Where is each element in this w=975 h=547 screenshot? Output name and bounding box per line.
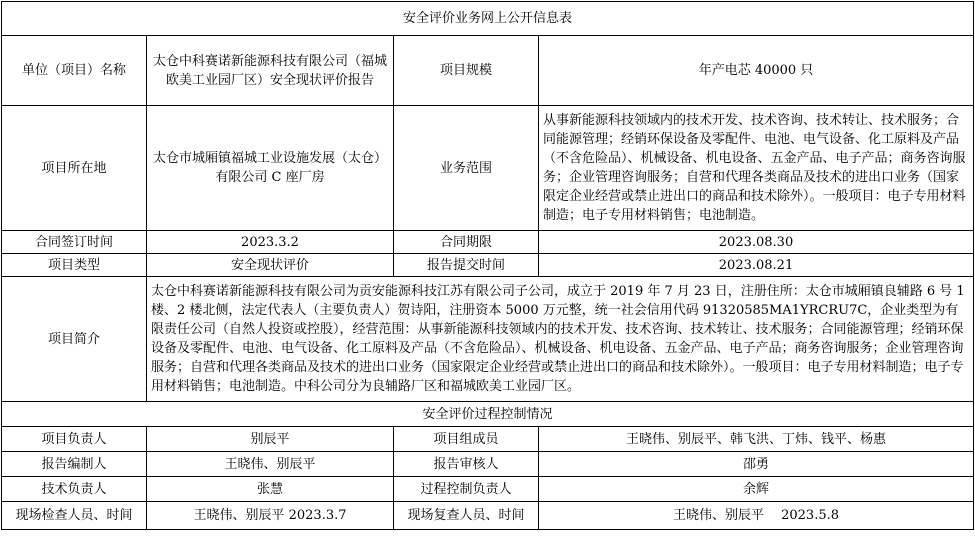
unit-value: 太仓中科赛诺新能源科技有限公司（福城欧美工业园厂区）安全现状评价报告 xyxy=(147,36,394,106)
info-table xyxy=(1,1,974,530)
reviewer-label: 报告审核人 xyxy=(394,452,539,477)
info-sheet xyxy=(1,1,973,530)
section-title: 安全评价过程控制情况 xyxy=(2,402,974,427)
members-label: 项目组成员 xyxy=(394,427,539,452)
tech-label: 技术负责人 xyxy=(2,477,147,502)
type-label: 项目类型 xyxy=(2,254,147,277)
author-value: 王晓伟、别辰平 xyxy=(147,452,394,477)
intro-value: 太仓中科赛诺新能源科技有限公司为贡安能源科技江苏有限公司子公司，成立于 2019 年 7 月 23 日，注册住所：太仓市城厢镇良辅路 6 号 1 楼、2 楼北侧，法定代表人（主要负责人）贺诗阳，注册资本 5000 万元整，统一社会信用代码 91320585MA1YRCRU7C，企业类型为有限责任公司（自然人投资或控股），经营范围：从事新能源科技领域内的技术开发、技术咨询、技术转让、技术服务；合同能源管理；经销环保设备及零配件、电池、电气设备、化工原料及产品（不含危险品）、机械设备、机电设备、五金产品、电子产品；商务咨询服务；企业管理咨询服务；自营和代理各类商品及技术的进出口业务（国家限定企业经营或禁止进出口的商品和技术除外）。一般项目：电子专用材料制造；电子专用材料销售；电池制造。中科公司分为良辅路厂区和福城欧美工业园厂区。 xyxy=(147,277,974,402)
members-value: 王晓伟、别辰平、韩飞洪、丁炜、钱平、杨惠 xyxy=(539,427,974,452)
submit-value: 2023.08.21 xyxy=(539,254,974,277)
business-label: 业务范围 xyxy=(394,106,539,231)
reviewer-value: 邵勇 xyxy=(539,452,974,477)
scale-label: 项目规模 xyxy=(394,36,539,106)
contract-time-label: 合同签订时间 xyxy=(2,231,147,254)
location-label: 项目所在地 xyxy=(2,106,147,231)
process-value: 余辉 xyxy=(539,477,974,502)
business-value: 从事新能源科技领域内的技术开发、技术咨询、技术转让、技术服务；合同能源管理；经销环保设备及零配件、电池、电气设备、化工原料及产品（不含危险品）、机械设备、机电设备、五金产品、电子产品；商务咨询服务；企业管理咨询服务；自营和代理各类商品及技术的进出口业务（国家限定企业经营或禁止进出口的商品和技术除外）。一般项目：电子专用材料制造；电子专用材料销售；电池制造。 xyxy=(539,106,974,231)
submit-label: 报告提交时间 xyxy=(394,254,539,277)
inspect-value: 王晓伟、别辰平 2023.3.7 xyxy=(147,502,394,530)
recheck-label: 现场复查人员、时间 xyxy=(394,502,539,530)
inspect-label: 现场检查人员、时间 xyxy=(2,502,147,530)
process-label: 过程控制负责人 xyxy=(394,477,539,502)
table-title: 安全评价业务网上公开信息表 xyxy=(2,2,974,36)
author-label: 报告编制人 xyxy=(2,452,147,477)
location-value: 太仓市城厢镇福城工业设施发展（太仓）有限公司 C 座厂房 xyxy=(147,106,394,231)
scale-value: 年产电芯 40000 只 xyxy=(539,36,974,106)
intro-label: 项目简介 xyxy=(2,277,147,402)
recheck-value: 王晓伟、别辰平 2023.5.8 xyxy=(539,502,974,530)
unit-label: 单位（项目）名称 xyxy=(2,36,147,106)
type-value: 安全现状评价 xyxy=(147,254,394,277)
contract-period-value: 2023.08.30 xyxy=(539,231,974,254)
contract-time-value: 2023.3.2 xyxy=(147,231,394,254)
tech-value: 张慧 xyxy=(147,477,394,502)
contract-period-label: 合同期限 xyxy=(394,231,539,254)
leader-value: 别辰平 xyxy=(147,427,394,452)
leader-label: 项目负责人 xyxy=(2,427,147,452)
